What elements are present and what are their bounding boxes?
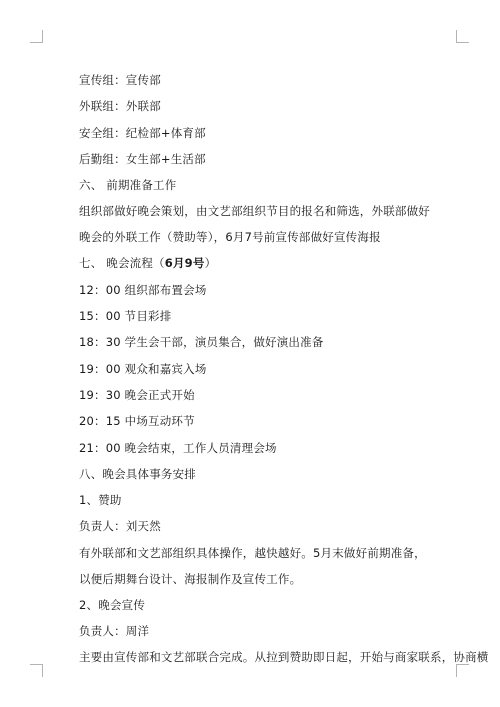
document-body: [79, 67, 489, 671]
promotion-description: 主要由宣传部和文艺部联合完成。从拉到赞助即日起，开始与商家联系，协商横: [79, 650, 489, 665]
top-right-corner-mark: [456, 30, 469, 43]
group-line-logistics: 后勤组：女生部+生活部: [79, 151, 206, 166]
bottom-left-corner-mark: [30, 664, 43, 677]
preparation-paragraph: 组织部做好晚会策划，由文艺部组织节目的报名和筛选，外联部做好晚会的外联工作（赞助等），6月7号前宣传部做好宣传海报: [79, 204, 430, 245]
flow-heading-prefix: 七、 晚会流程（: [79, 256, 165, 271]
sponsor-owner: 负责人：刘天然: [79, 519, 161, 534]
schedule-item: 21：00 晚会结束，工作人员清理会场: [79, 440, 277, 455]
schedule-item: 19：00 观众和嘉宾入场: [79, 361, 207, 376]
flow-heading-date: 6月9号: [164, 256, 205, 271]
schedule-item: 15：00 节目彩排: [79, 309, 172, 324]
section-heading-arrangements: 八、晚会具体事务安排: [79, 466, 196, 481]
schedule-item: 20：15 中场互动环节: [79, 414, 195, 429]
group-line-security: 安全组：纪检部+体育部: [79, 125, 206, 140]
bottom-right-corner-mark: [456, 664, 469, 677]
top-left-corner-mark: [30, 30, 43, 43]
group-line-publicity: 宣传组：宣传部: [79, 73, 161, 87]
schedule-item: 19：30 晚会正式开始: [79, 387, 195, 402]
group-line-external: 外联组：外联部: [79, 99, 161, 114]
promotion-owner: 负责人：周洋: [79, 624, 150, 639]
section-heading-flow: [79, 250, 435, 276]
schedule-item: 18：30 学生会干部，演员集合，做好演出准备: [79, 335, 324, 350]
subsection-promotion-title: 2、晚会宣传: [79, 597, 146, 612]
flow-heading-suffix: ）: [204, 256, 217, 271]
sponsor-description: 有外联部和文艺部组织具体操作，越快越好。5月末做好前期准备，以便后期舞台设计、海报制作及宣传工作。: [79, 545, 426, 586]
section-heading-preparation: 六、 前期准备工作: [79, 178, 177, 193]
subsection-sponsor-title: 1、赞助: [79, 493, 122, 508]
schedule-item: 12：00 组织部布置会场: [79, 282, 207, 297]
